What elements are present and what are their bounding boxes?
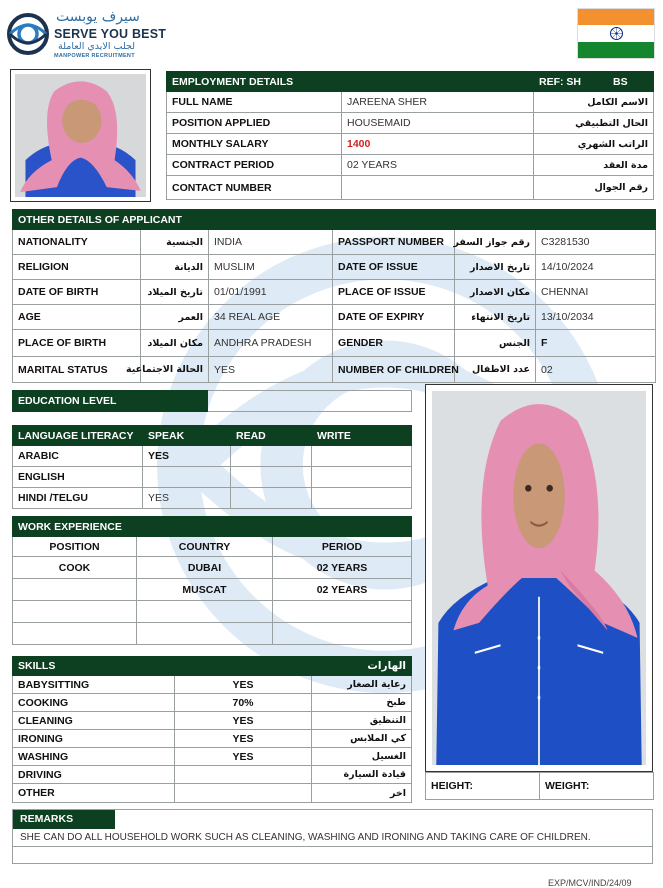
- skill-row: DRIVING قيادة السيارة: [13, 766, 412, 784]
- contract-period-value: 02 YEARS: [342, 155, 534, 176]
- reference-number: REF: SH BS: [534, 72, 654, 92]
- company-logo-icon: [6, 12, 50, 56]
- date-of-birth-value: 01/01/1991: [209, 280, 333, 305]
- skill-row: BABYSITTING YES رعاية الصغار: [13, 676, 412, 694]
- skill-row: OTHER اخر: [13, 784, 412, 803]
- skill-row: CLEANING YES التنظيق: [13, 712, 412, 730]
- remarks-header: REMARKS: [13, 810, 115, 829]
- number-of-children-value: 02: [536, 357, 656, 383]
- work-experience-header: WORK EXPERIENCE: [13, 517, 412, 537]
- position-applied-row: POSITION APPLIED HOUSEMAID الحال التطبيقي: [167, 113, 654, 134]
- details-row: AGE العمر 34 REAL AGE DATE OF EXPIRY تاريخ الانتهاء 13/10/2034: [13, 305, 656, 330]
- gender-value: F: [536, 330, 656, 357]
- measurements-table: [425, 772, 654, 800]
- logo-subtitle: MANPOWER RECRUITMENT: [54, 53, 135, 59]
- full-name-row: FULL NAME JAREENA SHER الاسم الكامل: [167, 92, 654, 113]
- footer-code: EXP/MCV/IND/24/09: [548, 878, 632, 888]
- india-flag-icon: [577, 8, 655, 59]
- skill-row: WASHING YES الغسيل: [13, 748, 412, 766]
- place-of-birth-value: ANDHRA PRADESH: [209, 330, 333, 357]
- work-experience-table: WORK EXPERIENCE POSITION COUNTRY PERIOD COOK DUBAI 02 YEARS MUSCAT 02 YEARS: [12, 516, 412, 645]
- passport-number-value: C3281530: [536, 230, 656, 255]
- work-row: COOK DUBAI 02 YEARS: [13, 557, 412, 579]
- date-of-issue-value: 14/10/2024: [536, 255, 656, 280]
- details-row: PLACE OF BIRTH مكان الميلاد ANDHRA PRADESH GENDER الجنس F: [13, 330, 656, 357]
- work-row: MUSCAT 02 YEARS: [13, 579, 412, 601]
- work-row: [13, 623, 412, 645]
- logo-arabic-tagline: لجلب الايدي العاملة: [58, 41, 136, 52]
- details-row: NATIONALITY الجنسية INDIA PASSPORT NUMBER رقم جواز السفر C3281530: [13, 230, 656, 255]
- logo-english-name: SERVE YOU BEST: [54, 27, 167, 41]
- skills-header: SKILLS: [13, 657, 312, 676]
- monthly-salary-value: 1400: [342, 134, 534, 155]
- weight-cell: WEIGHT:: [540, 773, 654, 800]
- skill-row: IRONING YES كي الملابس: [13, 730, 412, 748]
- education-level-table: [12, 390, 412, 412]
- applicant-full-photo: [432, 391, 646, 765]
- remarks-text: SHE CAN DO ALL HOUSEHOLD WORK SUCH AS CLEANING, WASHING AND IRONING AND TAKING CARE OF CHILDREN.: [13, 829, 652, 847]
- logo-arabic-name: سيرف يوبست: [56, 9, 140, 25]
- skill-row: COOKING 70% طبخ: [13, 694, 412, 712]
- place-of-issue-value: CHENNAI: [536, 280, 656, 305]
- employment-header: EMPLOYMENT DETAILS: [167, 72, 534, 92]
- education-level-label: EDUCATION LEVEL: [13, 391, 208, 412]
- age-value: 34 REAL AGE: [209, 305, 333, 330]
- height-cell: HEIGHT:: [426, 773, 540, 800]
- applicant-full-photo-frame: [425, 384, 653, 772]
- applicant-portrait-photo: [15, 74, 146, 197]
- contact-number-row: CONTACT NUMBER رقم الجوال: [167, 176, 654, 200]
- details-row: RELIGION الديانة MUSLIM DATE OF ISSUE تاريخ الاصدار 14/10/2024: [13, 255, 656, 280]
- date-of-expiry-value: 13/10/2034: [536, 305, 656, 330]
- work-row: [13, 601, 412, 623]
- skills-table: SKILLS الهارات BABYSITTING YES رعاية الصغار COOKING 70% طبخ CLEANING YES التنظيق IRONING YES كي الملابس WASHING YES الغسيل DRIVING قيادة السيارة OTHER اخر: [12, 656, 412, 803]
- details-row: MARITAL STATUS الحالة الاجتماعية YES NUMBER OF CHILDREN عدد الاطفال 02: [13, 357, 656, 383]
- other-details-table: [12, 209, 656, 383]
- other-details-header: OTHER DETAILS OF APPLICANT: [13, 210, 333, 230]
- nationality-value: INDIA: [209, 230, 333, 255]
- monthly-salary-row: MONTHLY SALARY 1400 الراتب الشهري: [167, 134, 654, 155]
- employment-details-table: [166, 71, 654, 200]
- language-row: ENGLISH: [13, 467, 412, 488]
- language-row: HINDI /TELGU YES: [13, 488, 412, 509]
- language-row: ARABIC YES: [13, 446, 412, 467]
- position-applied-value: HOUSEMAID: [342, 113, 534, 134]
- religion-value: MUSLIM: [209, 255, 333, 280]
- contract-period-row: CONTRACT PERIOD 02 YEARS مدة العقد: [167, 155, 654, 176]
- education-level-value: [208, 391, 412, 412]
- full-name-value: JAREENA SHER: [342, 92, 534, 113]
- remarks-section: [12, 809, 653, 864]
- marital-status-value: YES: [209, 357, 333, 383]
- contact-number-value: [342, 176, 534, 200]
- language-literacy-table: LANGUAGE LITERACY SPEAK READ WRITE ARABIC YES ENGLISH HINDI /TELGU YES: [12, 425, 412, 509]
- applicant-portrait-frame: [10, 69, 151, 202]
- details-row: DATE OF BIRTH تاريخ الميلاد 01/01/1991 PLACE OF ISSUE مكان الاصدار CHENNAI: [13, 280, 656, 305]
